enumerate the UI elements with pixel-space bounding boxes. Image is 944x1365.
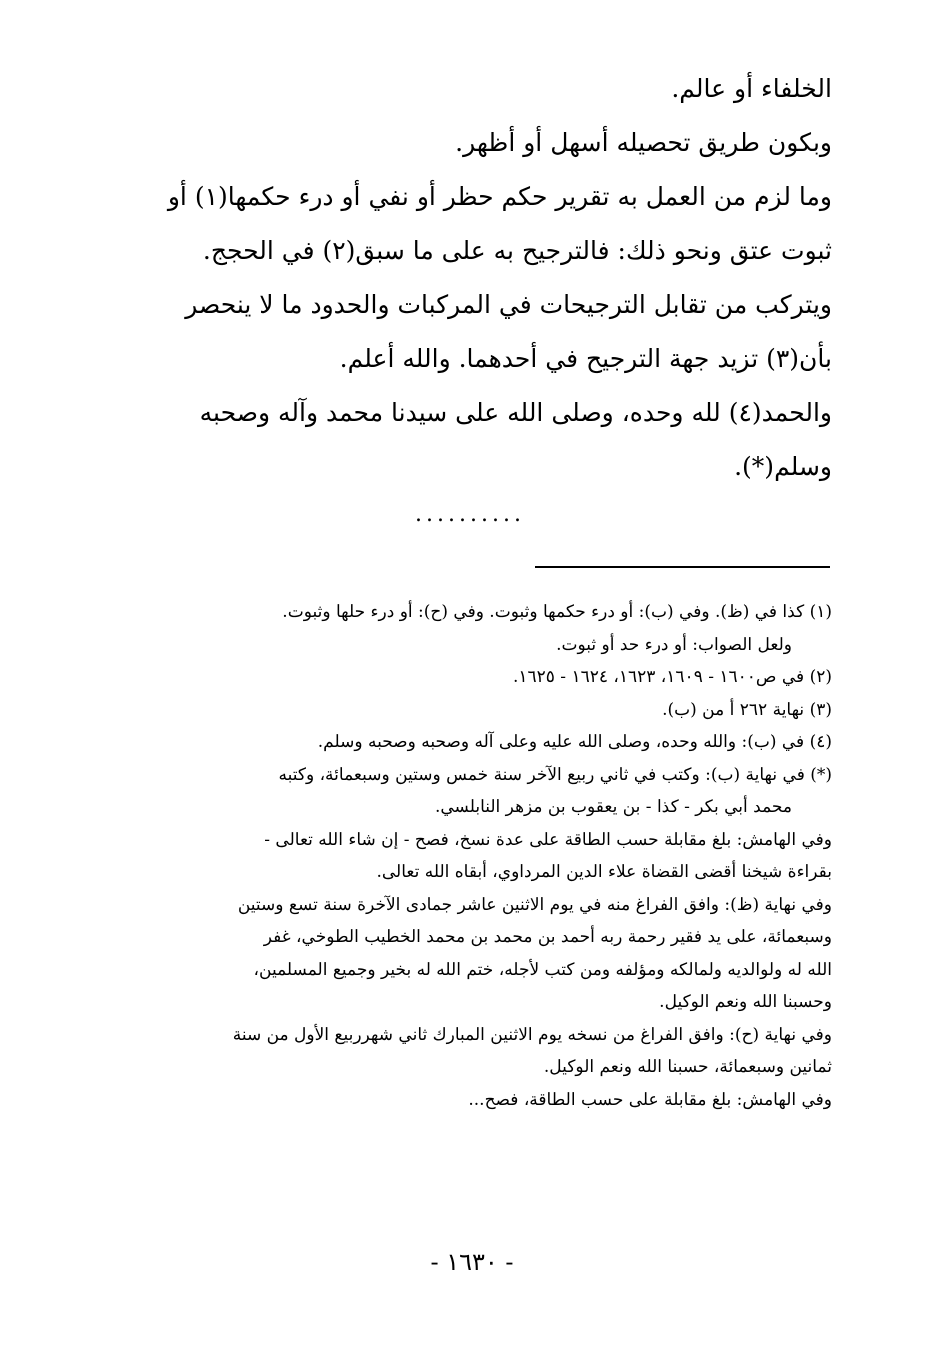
footnote-line: وفي نهاية (ح): وافق الفراغ من نسخه يوم الاثنين المبارك ثاني شهرربيع الأول من سنة [232, 1024, 832, 1045]
paragraph [104, 62, 832, 116]
footnote-line: وفي نهاية (ظ): وافق الفراغ منه في يوم الاثنين عاشر جمادى الآخرة سنة تسع وستين [237, 894, 832, 915]
text-line: ثبوت عتق ونحو ذلك: فالترجيح به على ما سبق(٢) في الحجج. [202, 236, 832, 265]
footnote-line: محمد أبي بكر - كذا - بن يعقوب بن مزهر النابلسي. [434, 797, 792, 817]
paragraph [104, 386, 832, 494]
footnote-line: وفي الهامش: بلغ مقابلة حسب الطاقة على عدة نسخ، فصح - إن شاء الله تعالى - [264, 829, 832, 850]
page-number: - ١٦٣٠ - [430, 1248, 514, 1276]
footnote-line: وسبعمائة، على يد فقير رحمة ربه أحمد بن محمد بن محمد الخطيب الطوخي، غفر [263, 927, 832, 947]
main-text [104, 62, 832, 494]
footnote-line: (٤) في (ب): والله وحده، وصلى الله عليه وعلى آله وصحبه وصحبه وسلم. [317, 732, 832, 752]
footnote-line: (٣) نهاية ٢٦٢ أ من (ب). [662, 699, 832, 720]
text-line: الخلفاء أو عالم. [671, 74, 832, 103]
footnote-line: بقراءة شيخنا أقضى القضاة علاء الدين المرداوي، أبقاه الله تعالى. [376, 862, 832, 882]
footnote-separator [535, 566, 830, 568]
footnote-line: (٢) في ص١٦٠٠ - ١٦٠٩، ١٦٢٣، ١٦٢٤ - ١٦٢٥. [512, 667, 832, 687]
paragraph [104, 116, 832, 170]
paragraph [104, 278, 832, 386]
paragraph [104, 170, 832, 278]
footnote-line: (١) كذا في (ظ). وفي (ب): أو درء حكمها وثبوت. وفي (ح): أو درء حلها وثبوت. [282, 602, 832, 622]
text-line: بأن(٣) تزيد جهة الترجيح في أحدهما. والله أعلم. [339, 344, 832, 373]
text-line: وما لزم من العمل به تقرير حكم حظر أو نفي أو درء حكمها(١) أو [167, 182, 832, 211]
text-line: وبكون طريق تحصيله أسهل أو أظهر. [455, 128, 832, 157]
footnote-line: ثمانين وسبعمائة، حسبنا الله ونعم الوكيل. [543, 1057, 832, 1077]
footnote-line: ولعل الصواب: أو درء حد أو ثبوت. [556, 634, 792, 655]
footnote-line: الله له ولوالديه ولمالكه ومؤلفه ومن كتب لأجله، ختم الله له بخير وجميع المسلمين، [253, 959, 832, 980]
footnotes [104, 596, 832, 1116]
text-line: ويتركب من تقابل الترجيحات في المركبات والحدود ما لا ينحصر [185, 290, 832, 319]
footnote-line: وحسبنا الله ونعم الوكيل. [659, 992, 832, 1012]
footnote-line: وفي الهامش: بلغ مقابلة على حسب الطاقة، فصح... [468, 1089, 832, 1110]
text-line: وسلم(*). [734, 452, 832, 481]
section-end-dots: .......... [415, 502, 525, 527]
text-line: والحمد(٤) لله وحده، وصلى الله على سيدنا محمد وآله وصحبه [199, 398, 832, 427]
footnote-line: (*) في نهاية (ب): وكتب في ثاني ربيع الآخر سنة خمس وستين وسبعمائة، وكتبه [278, 764, 832, 785]
